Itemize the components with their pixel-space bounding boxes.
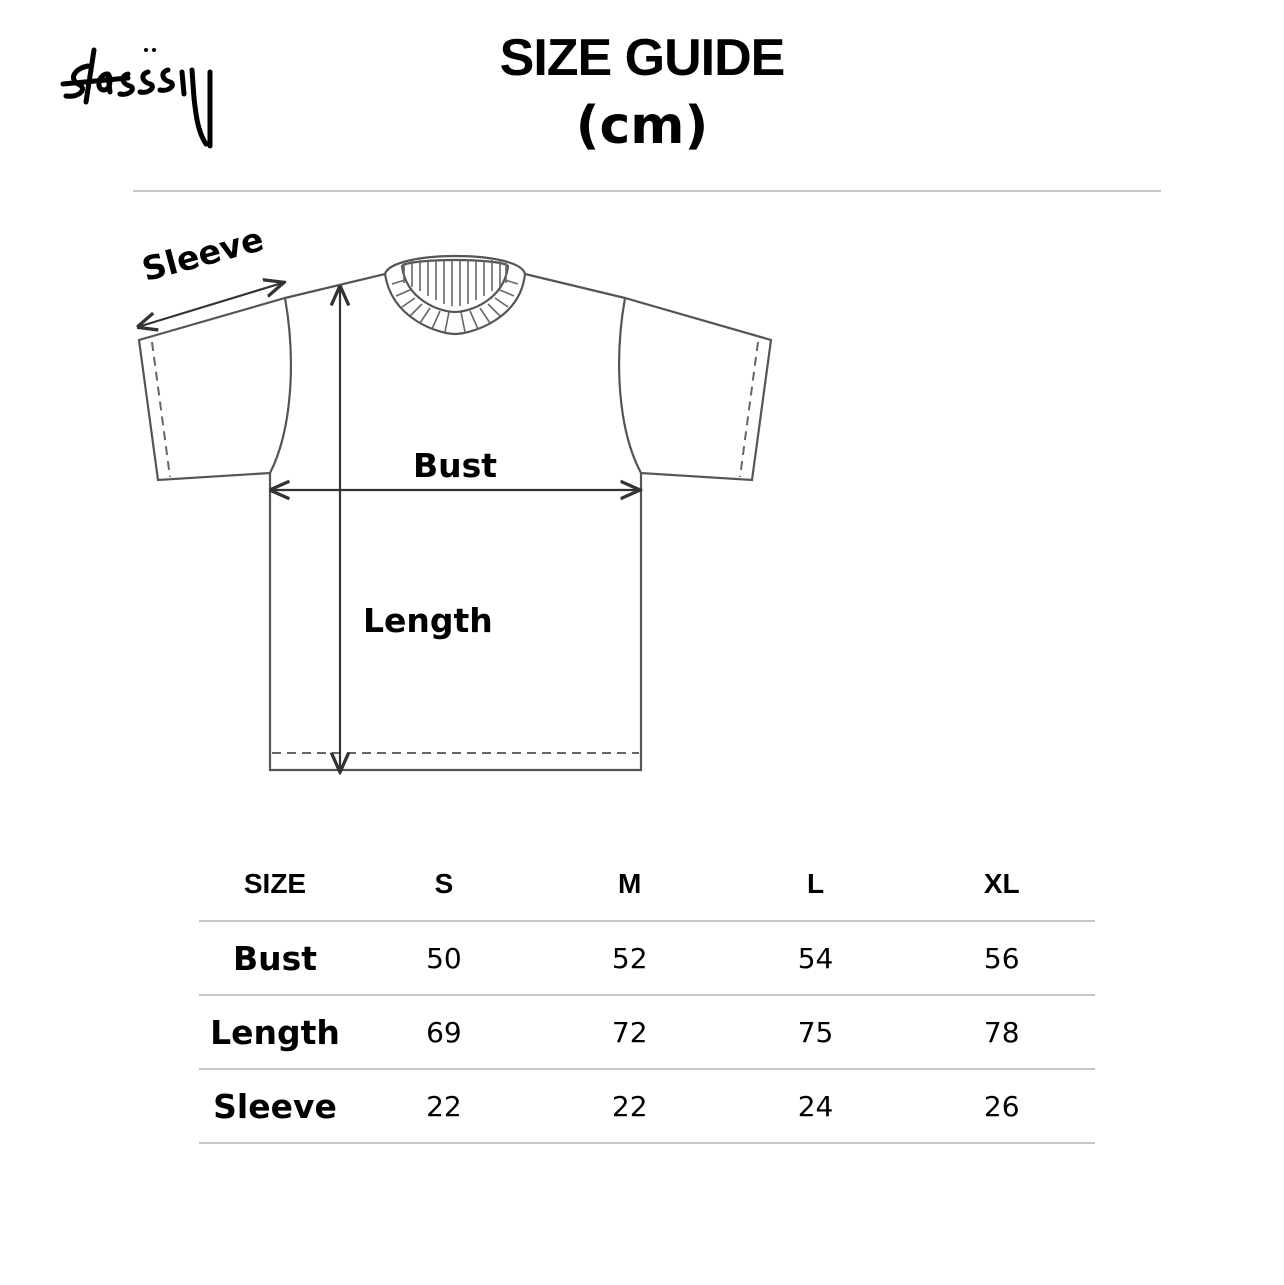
table-header-row	[199, 848, 1095, 921]
row-label: Length	[199, 995, 351, 1069]
left-armhole	[270, 298, 291, 473]
page-title: SIZE GUIDE	[499, 29, 785, 87]
table-cell: 72	[537, 995, 723, 1069]
collar-outer	[385, 256, 525, 334]
table-cell: 56	[908, 921, 1095, 995]
bust-label: Bust	[413, 446, 498, 485]
table-cell: 26	[908, 1069, 1095, 1143]
collar-ribbing	[392, 260, 518, 332]
row-label: Sleeve	[199, 1069, 351, 1143]
row-label: Bust	[199, 921, 351, 995]
table-cell: 54	[723, 921, 909, 995]
table-cell: 52	[537, 921, 723, 995]
table-cell: 75	[723, 995, 909, 1069]
column-header-s: S	[351, 848, 537, 921]
table-row-bust	[199, 921, 1095, 995]
size-table	[199, 848, 1095, 1144]
table-cell: 78	[908, 995, 1095, 1069]
unit-label: (cm)	[575, 96, 709, 156]
right-armhole	[619, 298, 641, 473]
length-label: Length	[363, 601, 493, 640]
sleeve-label: Sleeve	[137, 219, 268, 289]
tshirt-outline	[139, 274, 771, 770]
table-cell: 22	[351, 1069, 537, 1143]
table-cell: 50	[351, 921, 537, 995]
column-header-size: SIZE	[199, 848, 351, 921]
table-cell: 22	[537, 1069, 723, 1143]
table-cell: 69	[351, 995, 537, 1069]
table-row-length	[199, 995, 1095, 1069]
column-header-m: M	[537, 848, 723, 921]
column-header-l: L	[723, 848, 909, 921]
column-header-xl: XL	[908, 848, 1095, 921]
table-row-sleeve	[199, 1069, 1095, 1143]
table-cell: 24	[723, 1069, 909, 1143]
